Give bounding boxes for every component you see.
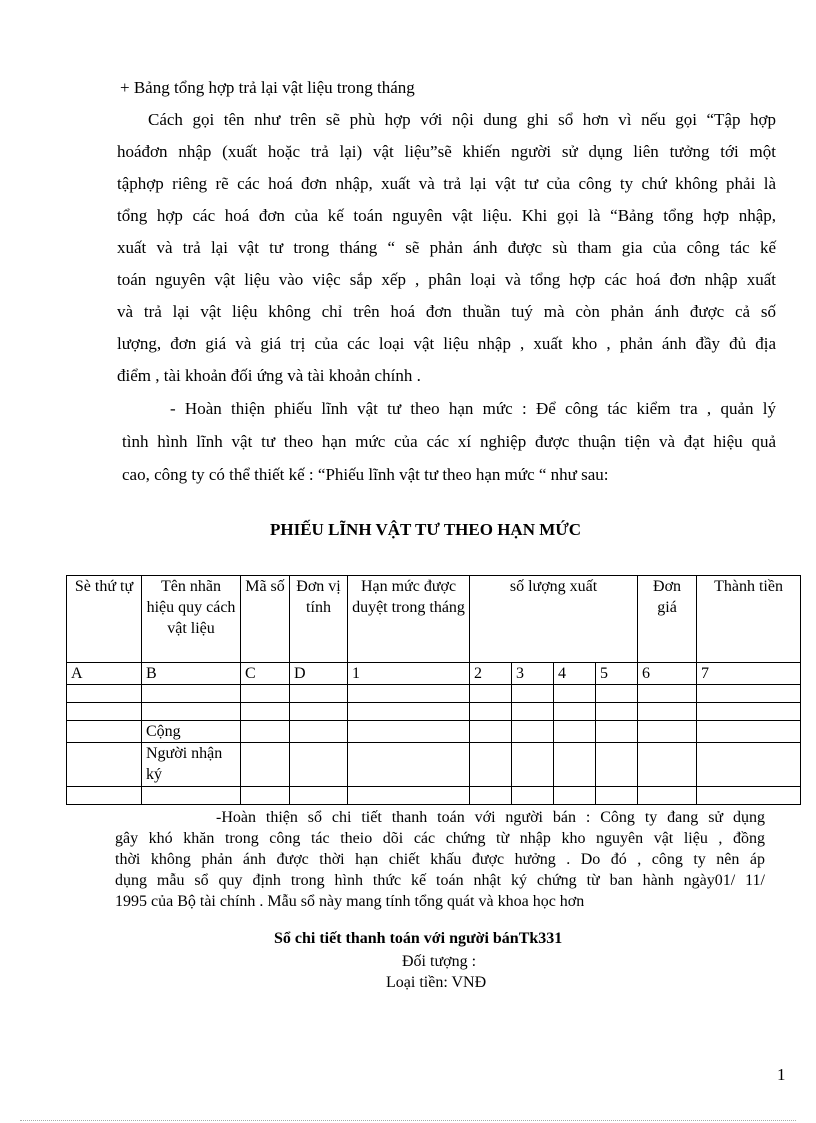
para1-line2: Cách gọi tên như trên sẽ phù hợp với nội dung ghi sổ hơn vì nếu gọi “Tập hợp [148, 110, 776, 129]
para1-line3: hoáđơn nhập (xuất hoặc trả lại) vật liệu”sẽ khiến người sử dụng liên tưởng tới một [117, 142, 776, 161]
code-cell: 2 [470, 663, 512, 685]
para1-line9: lượng, đơn giá và giá trị của các loại vật liệu nhập , xuất kho , phản ánh đầy đủ địa [117, 334, 776, 353]
table-code-row [67, 663, 801, 685]
table-header-row [67, 576, 801, 663]
receiver-sign-label: Người nhận ký [142, 743, 241, 787]
code-cell: 1 [348, 663, 470, 685]
col-header-quantity: số lượng xuất [470, 576, 638, 663]
col-header-code: Mã số [241, 576, 290, 663]
requisition-table [66, 575, 801, 805]
table-row [67, 703, 801, 721]
code-cell: A [67, 663, 142, 685]
ledger-currency: Loại tiền: VNĐ [386, 974, 487, 991]
table-total-row [67, 721, 801, 743]
para1-line5: tổng hợp các hoá đơn của kế toán nguyên vật liệu. Khi gọi là “Bảng tổng hợp nhập, [117, 206, 776, 225]
col-header-unit: Đơn vị tính [290, 576, 348, 663]
code-cell: C [241, 663, 290, 685]
para1-line4: tậphợp riêng rẽ các hoá đơn nhập, xuất và trả lại vật tư của công ty chứ không phải là [117, 174, 776, 193]
code-cell: 5 [596, 663, 638, 685]
page-divider [20, 1120, 796, 1121]
code-cell: 7 [697, 663, 801, 685]
code-cell: D [290, 663, 348, 685]
para2-line1: - Hoàn thiện phiếu lĩnh vật tư theo hạn mức : Để công tác kiểm tra , quản lý [170, 399, 776, 418]
code-cell: 6 [638, 663, 697, 685]
total-label: Cộng [142, 721, 241, 743]
para1-line7: toán nguyên vật liệu vào việc sắp xếp , phân loại và tổng hợp các hoá đơn nhập xuất [117, 270, 776, 289]
para3-line3: thời không phản ánh được thời hạn chiết khấu được hưởng . Do đó , công ty nên áp [115, 851, 765, 868]
para3-line1: -Hoàn thiện sổ chi tiết thanh toán với người bán : Công ty đang sử dụng [216, 809, 765, 826]
para3-line2: gây khó khăn trong công tác theio dõi các chứng từ nhập kho nguyên vật liệu , đồng [115, 830, 765, 847]
page-number: 1 [777, 1065, 786, 1084]
para1-line1: + Bảng tổng hợp trả lại vật liệu trong tháng [120, 78, 415, 97]
code-cell: 4 [554, 663, 596, 685]
col-header-limit: Hạn mức được duyệt trong tháng [348, 576, 470, 663]
para2-line3: cao, công ty có thể thiết kế : “Phiếu lĩnh vật tư theo hạn mức “ như sau: [122, 465, 609, 484]
form-title: PHIẾU LĨNH VẬT TƯ THEO HẠN MỨC [270, 520, 582, 539]
col-header-price: Đơn giá [638, 576, 697, 663]
table-row [67, 787, 801, 805]
ledger-subject: Đối tượng : [402, 953, 477, 970]
para3-line5: 1995 của Bộ tài chính . Mẫu sổ này mang tính tổng quát và khoa học hơn [115, 893, 585, 910]
para3-line4: dụng mẫu sổ quy định trong hình thức kế toán nhật ký chứng từ ban hành ngày01/ 11/ [115, 872, 765, 889]
col-header-material: Tên nhãn hiệu quy cách vật liệu [142, 576, 241, 663]
code-cell: B [142, 663, 241, 685]
col-header-amount: Thành tiền [697, 576, 801, 663]
ledger-title: Sổ chi tiết thanh toán với người bánTk331 [274, 930, 563, 947]
code-cell: 3 [512, 663, 554, 685]
para1-line10: điểm , tài khoản đối ứng và tài khoản chính . [117, 366, 421, 385]
col-header-order: Sè thứ tự [67, 576, 142, 663]
para1-line6: xuất và trả lại vật tư trong tháng “ sẽ phản ánh được sù tham gia của công tác kế [117, 238, 776, 257]
table-row [67, 685, 801, 703]
para2-line2: tình hình lĩnh vật tư theo hạn mức của các xí nghiệp được thuận tiện và đạt hiệu quả [122, 432, 776, 451]
table-sign-row [67, 743, 801, 787]
para1-line8: và trả lại vật liệu không chỉ trên hoá đơn thuần tuý mà còn phản ánh được cả số [117, 302, 776, 321]
